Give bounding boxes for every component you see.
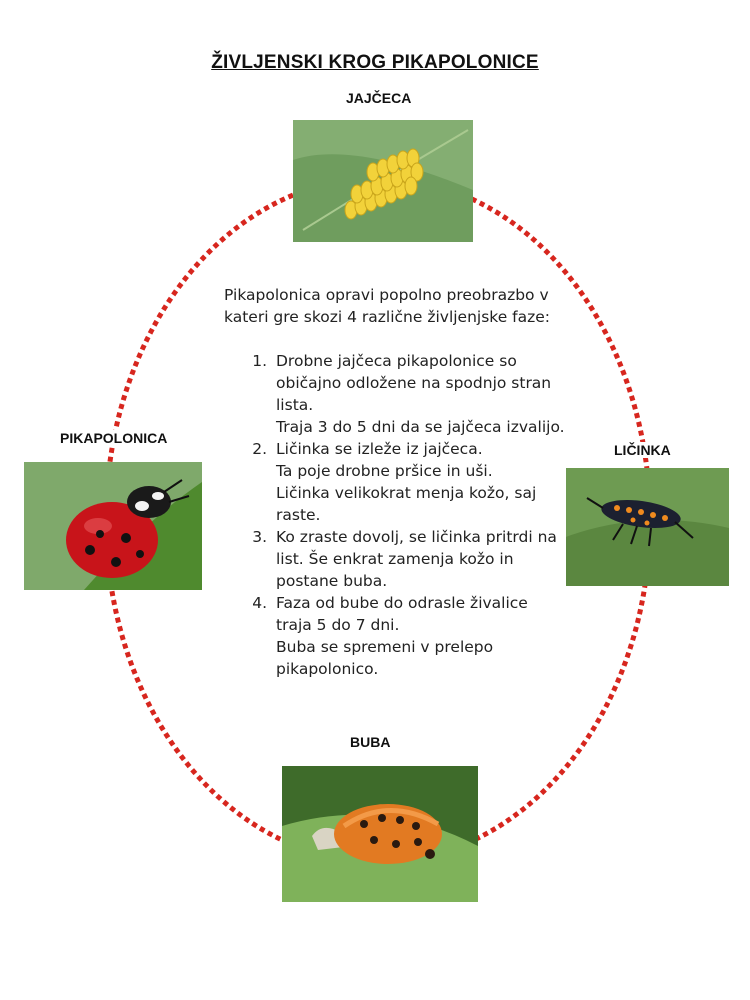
page-title: ŽIVLJENSKI KROG PIKAPOLONICE bbox=[211, 52, 539, 73]
phase-item-4 bbox=[272, 592, 566, 680]
phase-1-line-2: Traja 3 do 5 dni da se jajčeca izvalijo. bbox=[276, 418, 565, 436]
phase-2-line-2: Ta poje drobne pršice in uši. bbox=[276, 462, 493, 480]
phase-4-line-2: Buba se spremeni v prelepo pikapolonico. bbox=[276, 638, 494, 678]
stage-label-pupa: BUBA bbox=[346, 734, 394, 750]
larva-photo bbox=[563, 468, 729, 586]
phase-item-1 bbox=[272, 350, 566, 438]
phase-item-2 bbox=[272, 438, 566, 526]
phase-list bbox=[206, 350, 566, 680]
eggs-photo bbox=[293, 120, 473, 242]
stage-label-eggs: JAJČECA bbox=[342, 90, 415, 106]
pupa-photo bbox=[282, 766, 478, 902]
phase-3-line-1: 3. Ko zraste dovolj, se ličinka pritrdi na list. Še enkrat zamenja kožo in postane buba. bbox=[276, 528, 557, 590]
phase-item-3 bbox=[272, 526, 566, 592]
phase-4-line-1: 4. Faza od bube do odrasle živalice traja 5 do 7 dni. bbox=[276, 594, 528, 634]
phase-2-line-3: Ličinka velikokrat menja kožo, saj raste. bbox=[276, 484, 537, 524]
stage-label-adult: PIKAPOLONICA bbox=[56, 430, 171, 446]
phase-1-line-1: 1. Drobne jajčeca pikapolonice so običajno odložene na spodnjo stran lista. bbox=[276, 352, 552, 414]
life-cycle-description bbox=[206, 284, 566, 680]
adult-ladybug-photo bbox=[24, 462, 202, 590]
phase-2-line-1: 2. Ličinka se izleže iz jajčeca. bbox=[276, 440, 483, 458]
stage-label-larva: LIČINKA bbox=[610, 442, 675, 458]
description-intro: Pikapolonica opravi popolno preobrazbo v kateri gre skozi 4 različne življenjske faze: bbox=[224, 286, 551, 326]
